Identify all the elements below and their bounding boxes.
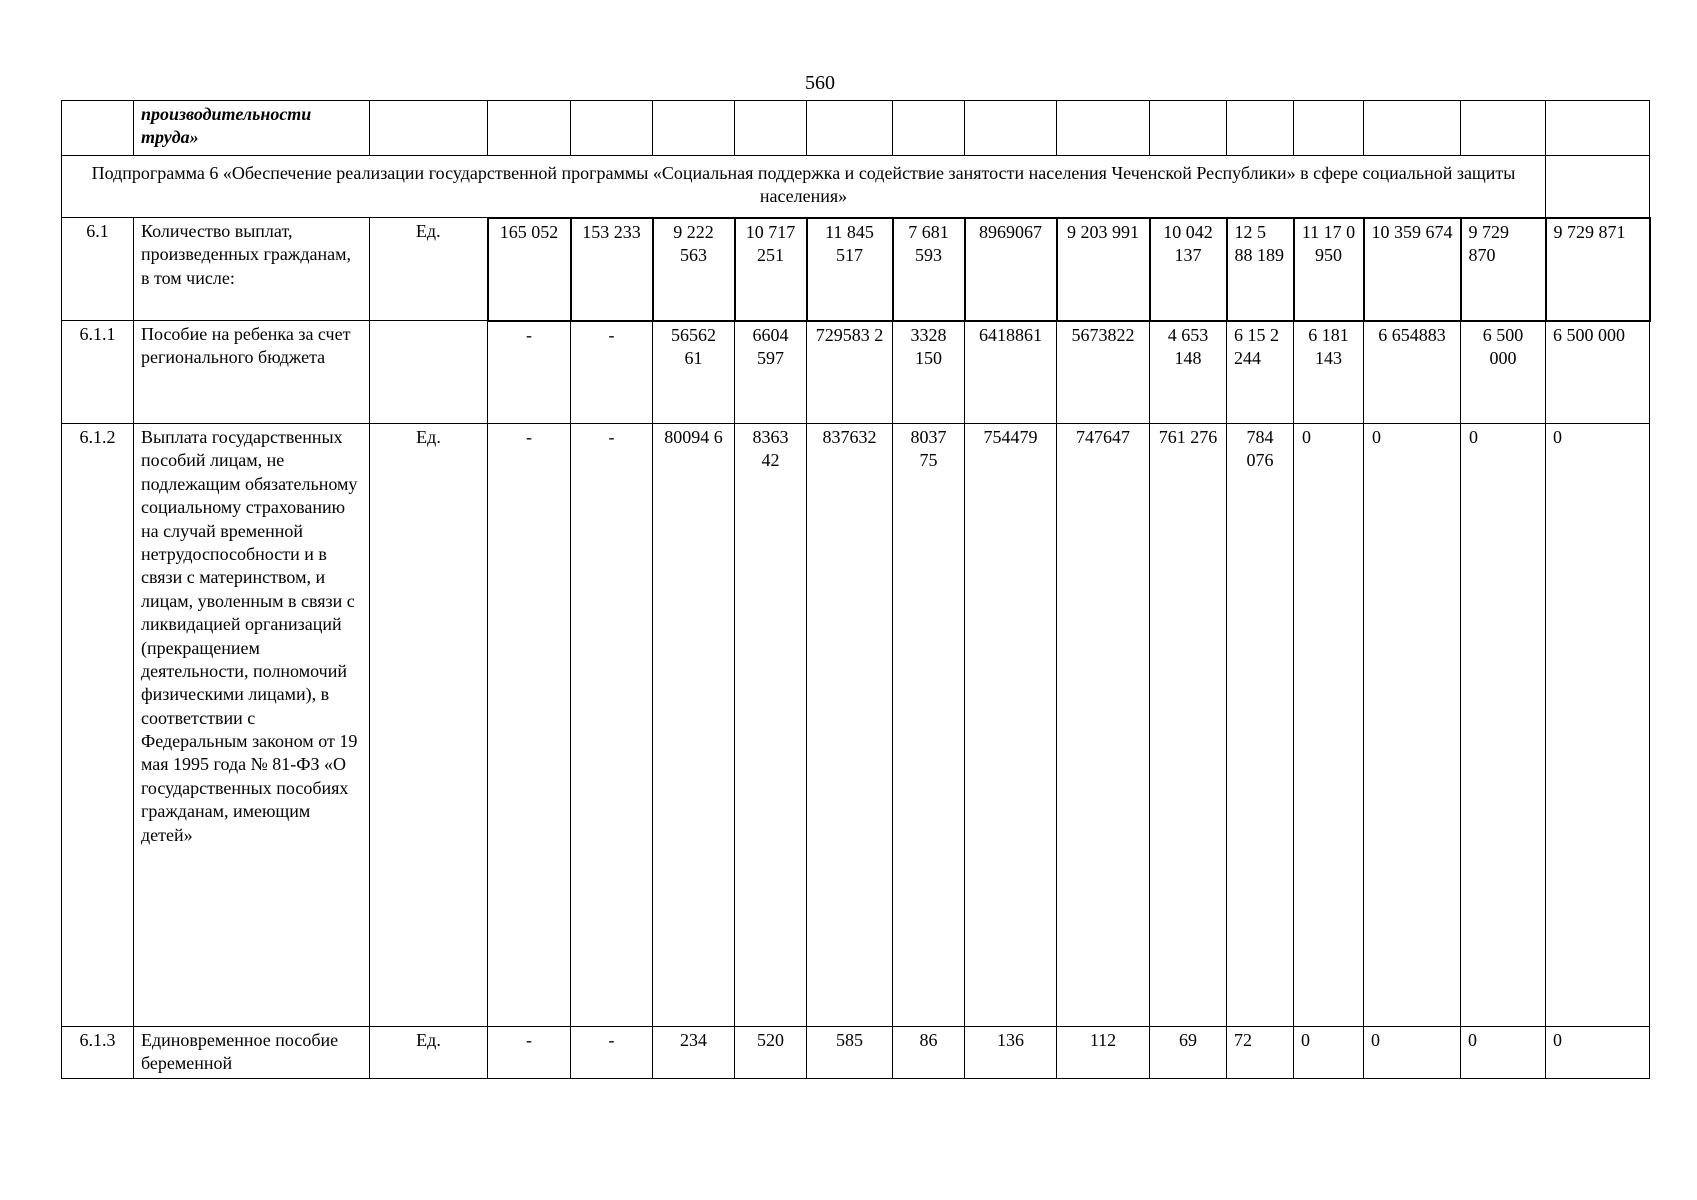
value-cell: 136 bbox=[965, 1027, 1057, 1079]
value-cell: - bbox=[488, 321, 571, 424]
row-number-cell bbox=[62, 101, 134, 156]
value-cell: 784 076 bbox=[1227, 424, 1294, 1027]
value-cell: 729583 2 bbox=[807, 321, 893, 424]
value-cell: - bbox=[571, 321, 653, 424]
value-cell: - bbox=[571, 424, 653, 1027]
table-row bbox=[62, 1027, 1650, 1079]
value-cell: 10 717 251 bbox=[735, 218, 807, 321]
value-cell: 754479 bbox=[965, 424, 1057, 1027]
value-cell: 6604 597 bbox=[735, 321, 807, 424]
value-cell: 6 654883 bbox=[1364, 321, 1461, 424]
value-cell: 12 5 88 189 bbox=[1227, 218, 1294, 321]
value-cell: 11 17 0 950 bbox=[1294, 218, 1364, 321]
page-number: 560 bbox=[805, 72, 835, 94]
value-cell: 747647 bbox=[1057, 424, 1150, 1027]
subprogram-row bbox=[62, 156, 1650, 218]
value-cell: 56562 61 bbox=[653, 321, 735, 424]
value-cell: 112 bbox=[1057, 1027, 1150, 1079]
value-cell: - bbox=[571, 1027, 653, 1079]
value-cell: 0 bbox=[1364, 424, 1461, 1027]
row-description: производительности труда» bbox=[134, 101, 370, 156]
value-cell: 6 15 2 244 bbox=[1227, 321, 1294, 424]
row-number: 6.1 bbox=[62, 218, 134, 321]
row-unit: Ед. bbox=[370, 424, 488, 1027]
value-cell: 165 052 bbox=[488, 218, 571, 321]
value-cell: 0 bbox=[1461, 1027, 1546, 1079]
row-number: 6.1.3 bbox=[62, 1027, 134, 1079]
value-cell: 6 500 000 bbox=[1546, 321, 1650, 424]
value-cell: 0 bbox=[1294, 424, 1364, 1027]
row-description: Пособие на ребенка за счет регионального бюджета bbox=[134, 321, 370, 424]
value-cell: 837632 bbox=[807, 424, 893, 1027]
value-cell: 0 bbox=[1364, 1027, 1461, 1079]
value-cell: 3328 150 bbox=[893, 321, 965, 424]
table-row bbox=[62, 101, 1650, 156]
table-row bbox=[62, 424, 1650, 1027]
value-cell: 0 bbox=[1546, 1027, 1650, 1079]
value-cell: 9 203 991 bbox=[1057, 218, 1150, 321]
value-cell: 761 276 bbox=[1150, 424, 1227, 1027]
row-unit: Ед. bbox=[370, 218, 488, 321]
row-unit: Ед. bbox=[370, 1027, 488, 1079]
value-cell: 153 233 bbox=[571, 218, 653, 321]
value-cell: 9 729 870 bbox=[1461, 218, 1546, 321]
value-cell: 10 359 674 bbox=[1364, 218, 1461, 321]
value-cell: 80094 6 bbox=[653, 424, 735, 1027]
value-cell: 69 bbox=[1150, 1027, 1227, 1079]
table-row bbox=[62, 218, 1650, 321]
value-cell: 8969067 bbox=[965, 218, 1057, 321]
value-cell: 9 729 871 bbox=[1546, 218, 1650, 321]
indicator-table bbox=[61, 100, 1651, 1079]
subprogram-title: Подпрограмма 6 «Обеспечение реализации государственной программы «Социальная поддержка и содействие занятости населения Чеченской Республики» в сфере социальной защиты населения» bbox=[62, 156, 1546, 218]
value-cell: 6418861 bbox=[965, 321, 1057, 424]
value-cell: 0 bbox=[1461, 424, 1546, 1027]
value-cell: 9 222 563 bbox=[653, 218, 735, 321]
value-cell: - bbox=[488, 424, 571, 1027]
value-cell: 234 bbox=[653, 1027, 735, 1079]
table-row bbox=[62, 321, 1650, 424]
value-cell: 5673822 bbox=[1057, 321, 1150, 424]
value-cell: 520 bbox=[735, 1027, 807, 1079]
value-cell: 0 bbox=[1294, 1027, 1364, 1079]
value-cell: 8037 75 bbox=[893, 424, 965, 1027]
value-cell: 585 bbox=[807, 1027, 893, 1079]
value-cell: 86 bbox=[893, 1027, 965, 1079]
row-description: Выплата государственных пособий лицам, не подлежащим обязательному социальному страхованию на случай временной нетрудоспособности и в связи с материнством, и лицам, уволенным в связи с ликвидацией организаций (прекращением деятельности, полномочий физическими лицами), в соответствии с Федеральным законом от 19 мая 1995 года № 81-ФЗ «О государственных пособиях гражданам, имеющим детей» bbox=[134, 424, 370, 1027]
value-cell: 0 bbox=[1546, 424, 1650, 1027]
value-cell: 72 bbox=[1227, 1027, 1294, 1079]
value-cell: 6 500 000 bbox=[1461, 321, 1546, 424]
value-cell: 4 653 148 bbox=[1150, 321, 1227, 424]
row-description: Единовременное пособие беременной bbox=[134, 1027, 370, 1079]
row-number: 6.1.2 bbox=[62, 424, 134, 1027]
row-number: 6.1.1 bbox=[62, 321, 134, 424]
value-cell: 10 042 137 bbox=[1150, 218, 1227, 321]
value-cell: 6 181 143 bbox=[1294, 321, 1364, 424]
row-description: Количество выплат, произведенных гражданам, в том числе: bbox=[134, 218, 370, 321]
value-cell: 8363 42 bbox=[735, 424, 807, 1027]
row-unit bbox=[370, 321, 488, 424]
value-cell: 7 681 593 bbox=[893, 218, 965, 321]
value-cell: - bbox=[488, 1027, 571, 1079]
value-cell: 11 845 517 bbox=[807, 218, 893, 321]
